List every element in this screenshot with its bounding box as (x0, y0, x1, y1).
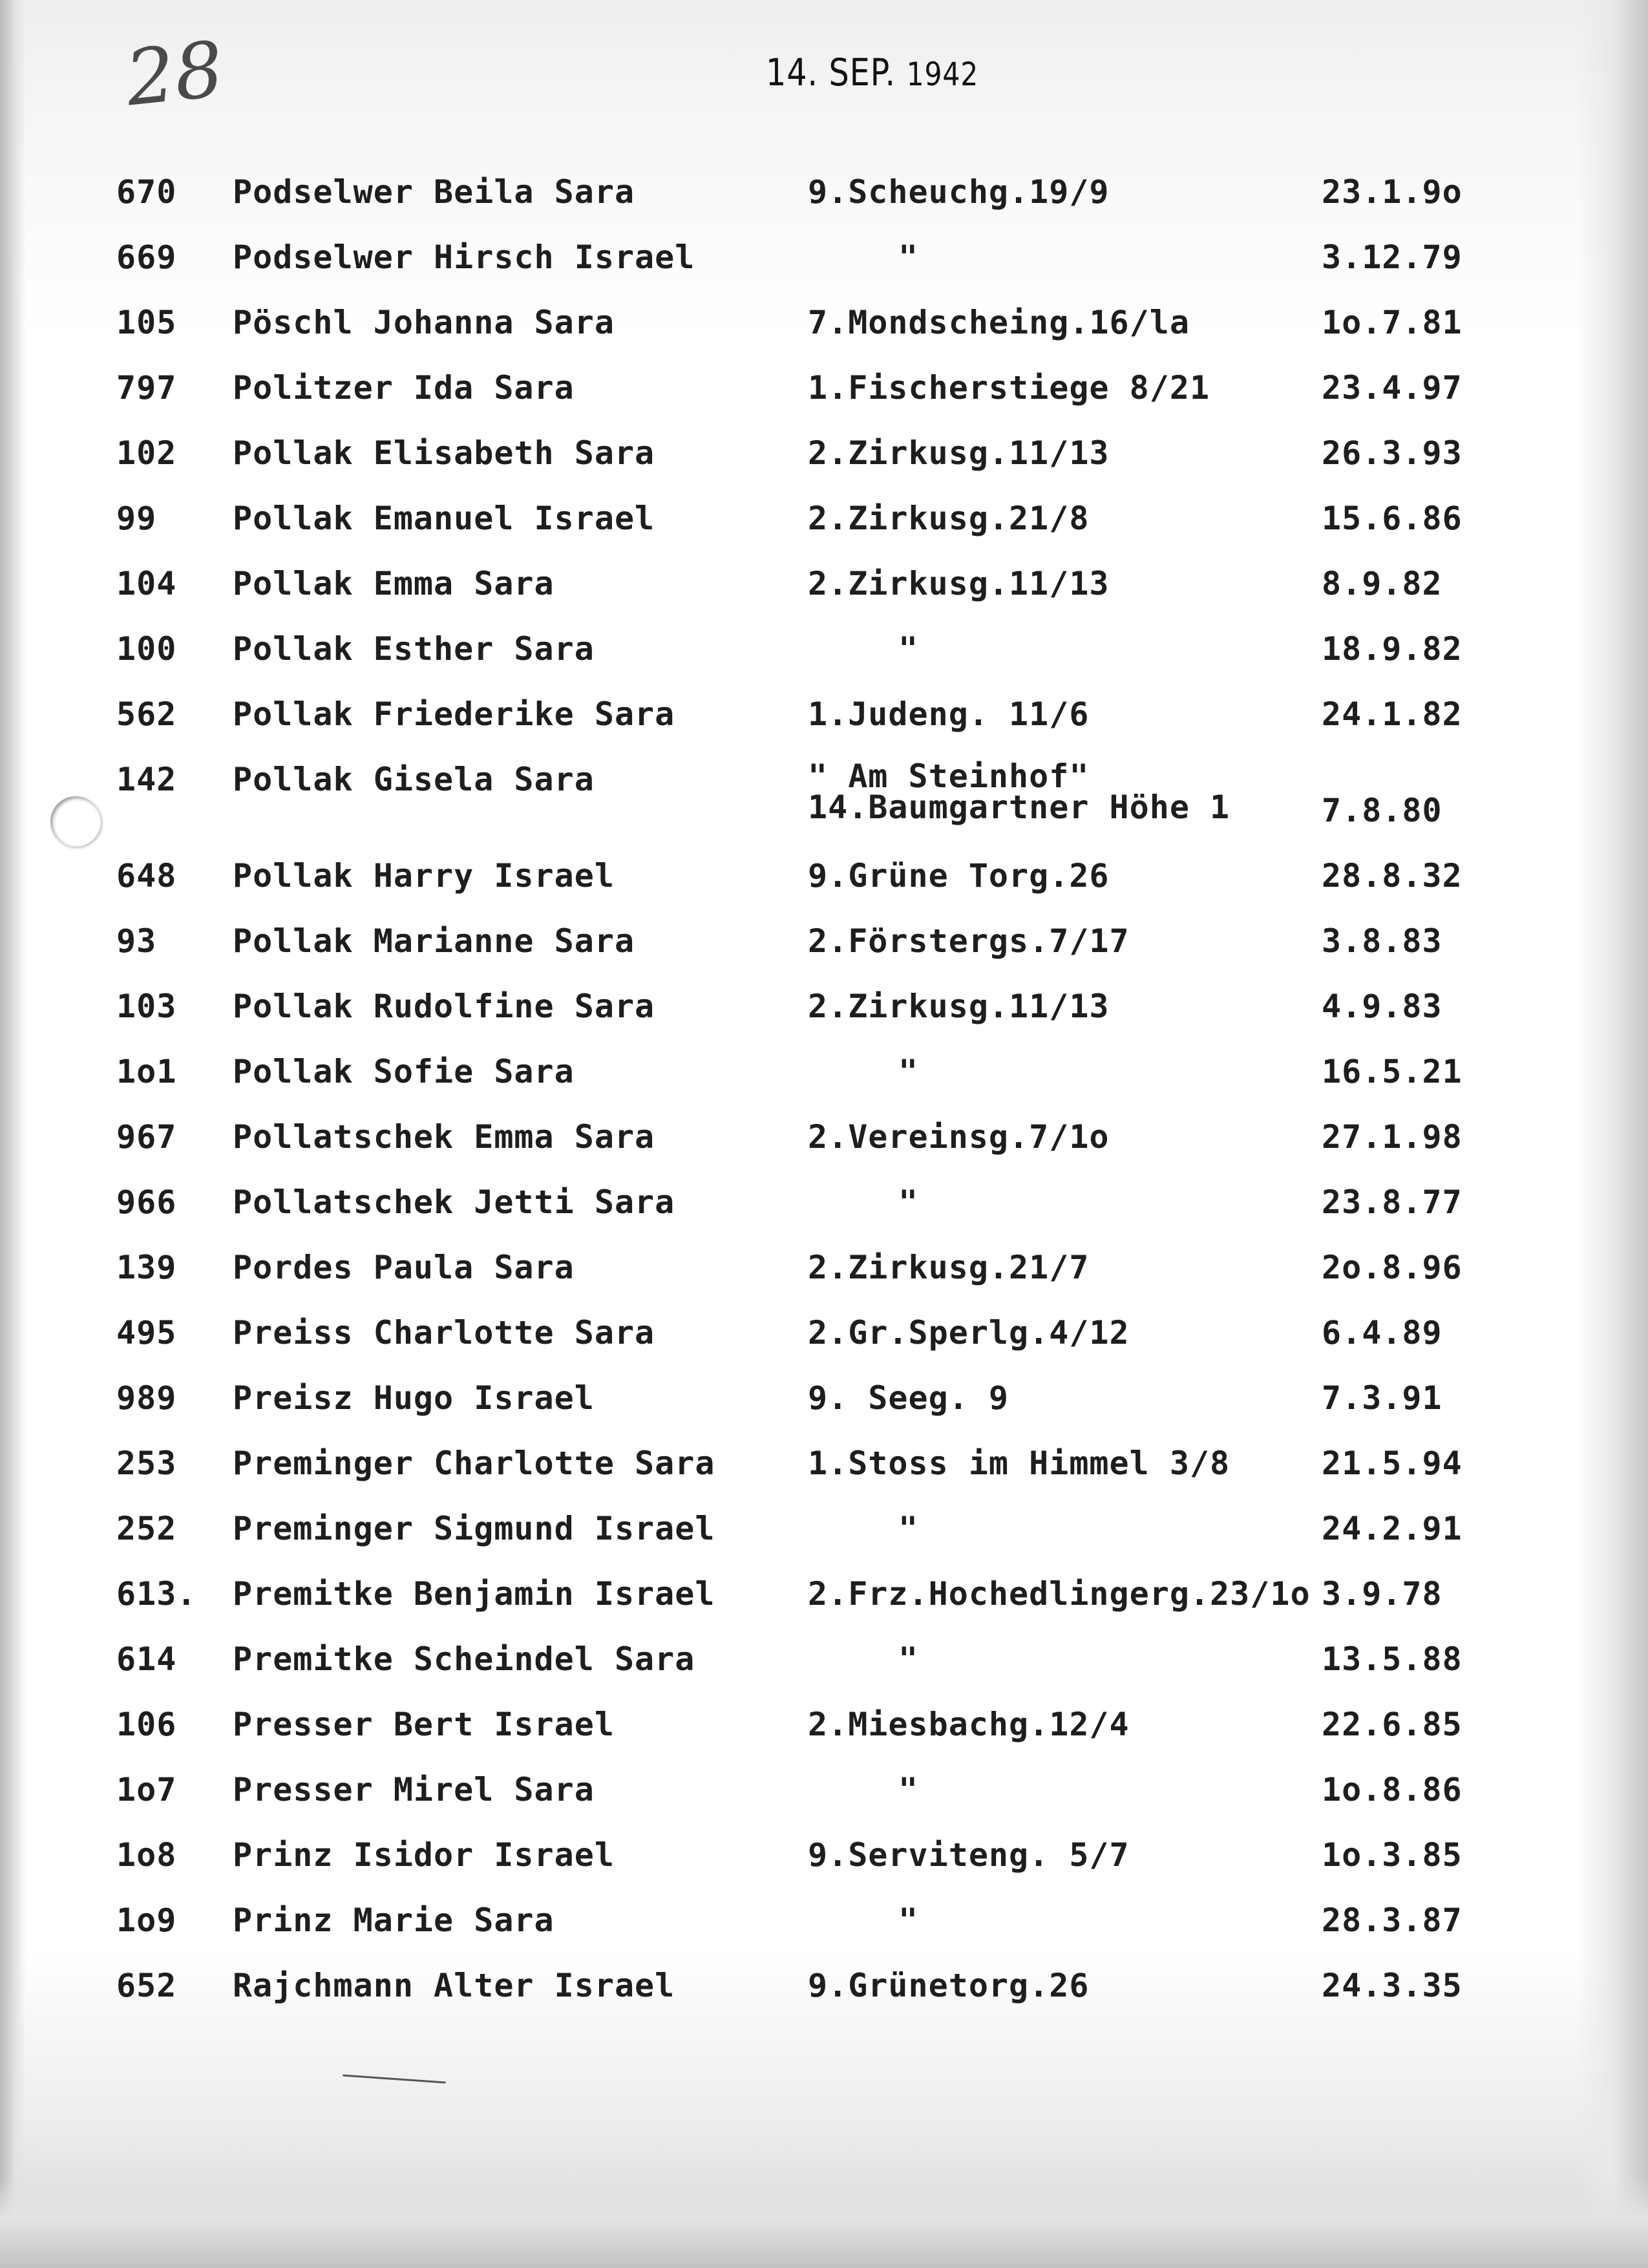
address (808, 758, 1231, 826)
transport-number: 669 (116, 238, 177, 276)
address-line: " (898, 1183, 919, 1221)
address-line: 9.Grüne Torg.26 (808, 857, 1110, 895)
list-row (0, 1640, 1648, 1684)
birth-date: 16.5.21 (1322, 1053, 1463, 1090)
transport-number: 989 (116, 1379, 177, 1417)
date-stamp-year: 1942 (906, 56, 979, 93)
address (808, 500, 1089, 537)
list-row (0, 1249, 1648, 1293)
person-name: Premitke Benjamin Israel (233, 1575, 715, 1613)
birth-date: 24.2.91 (1322, 1510, 1463, 1547)
address (808, 1967, 1089, 2004)
address-line: 1.Stoss im Himmel 3/8 (808, 1445, 1231, 1482)
address-line-2: 14.Baumgartner Höhe 1 (808, 789, 1231, 826)
transport-number: 967 (116, 1118, 177, 1156)
transport-number: 252 (116, 1510, 177, 1547)
birth-date: 18.9.82 (1322, 630, 1463, 668)
address (808, 304, 1190, 341)
list-row (0, 1836, 1648, 1880)
person-name: Pollak Marianne Sara (233, 922, 635, 960)
address (808, 1053, 918, 1090)
person-name: Politzer Ida Sara (233, 369, 575, 407)
transport-number: 142 (116, 761, 177, 798)
person-name: Premitke Scheindel Sara (233, 1640, 695, 1678)
address (808, 434, 1110, 472)
address-line: 2.Vereinsg.7/1o (808, 1118, 1110, 1156)
list-row (0, 1902, 1648, 1945)
list-row (0, 1510, 1648, 1554)
person-name: Pollak Emanuel Israel (233, 500, 655, 537)
birth-date: 24.3.35 (1322, 1967, 1463, 2004)
birth-date: 15.6.86 (1322, 500, 1463, 537)
transport-number: 1o1 (116, 1053, 177, 1090)
address-line: 2.Zirkusg.11/13 (808, 988, 1110, 1025)
transport-number: 495 (116, 1314, 177, 1351)
address (808, 630, 918, 668)
list-row (0, 1379, 1648, 1423)
address-line: 9.Grünetorg.26 (808, 1967, 1090, 2004)
address-line: " (898, 1053, 919, 1090)
transport-number: 102 (116, 434, 177, 472)
address-line: 2.Gr.Sperlg.4/12 (808, 1314, 1130, 1351)
person-name: Pollak Elisabeth Sara (233, 434, 655, 472)
birth-date: 28.3.87 (1322, 1902, 1463, 1939)
address-line: 1.Fischerstiege 8/21 (808, 369, 1210, 407)
list-row (0, 304, 1648, 348)
address (808, 1183, 918, 1221)
transport-number: 93 (116, 922, 157, 960)
person-name: Prinz Marie Sara (233, 1902, 555, 1939)
address (808, 1836, 1130, 1874)
address-line: 9. Seeg. 9 (808, 1379, 1009, 1417)
address-line: 2.Zirkusg.21/7 (808, 1249, 1090, 1286)
address-line: " (898, 1510, 919, 1547)
address-line: 7.Mondscheing.16/la (808, 304, 1190, 341)
birth-date: 7.8.80 (1322, 792, 1442, 829)
birth-date: 4.9.83 (1322, 988, 1442, 1025)
address (808, 1249, 1089, 1286)
date-stamp-day-month: 14. SEP. (766, 50, 896, 94)
person-name: Preminger Sigmund Israel (233, 1510, 715, 1547)
address (808, 1575, 1311, 1613)
list-row (0, 500, 1648, 544)
address (808, 1118, 1110, 1156)
birth-date: 23.1.9o (1322, 173, 1463, 211)
person-name: Podselwer Hirsch Israel (233, 238, 695, 276)
address-line: " (898, 238, 919, 276)
list-row (0, 369, 1648, 413)
person-name: Preiss Charlotte Sara (233, 1314, 655, 1351)
address-line: " (898, 1902, 919, 1939)
list-row (0, 1967, 1648, 2011)
list-row (0, 173, 1648, 217)
address (808, 1510, 918, 1547)
person-name: Pollak Esther Sara (233, 630, 595, 668)
transport-number: 613. (116, 1575, 197, 1613)
transport-number: 648 (116, 857, 177, 895)
list-row (0, 630, 1648, 674)
list-row (0, 758, 1648, 829)
address (808, 922, 1130, 960)
person-name: Preminger Charlotte Sara (233, 1445, 715, 1482)
person-name: Pollak Emma Sara (233, 565, 555, 602)
birth-date: 1o.8.86 (1322, 1771, 1463, 1808)
transport-number: 139 (116, 1249, 177, 1286)
list-row (0, 857, 1648, 901)
person-name: Rajchmann Alter Israel (233, 1967, 675, 2004)
list-row (0, 1118, 1648, 1162)
handwritten-folio-number: 28 (121, 24, 227, 123)
address-line: 9.Serviteng. 5/7 (808, 1836, 1130, 1874)
address (808, 695, 1089, 733)
transport-number: 99 (116, 500, 157, 537)
address (808, 369, 1210, 407)
transport-number: 562 (116, 695, 177, 733)
transport-number: 103 (116, 988, 177, 1025)
person-name: Podselwer Beila Sara (233, 173, 635, 211)
person-name: Pollak Harry Israel (233, 857, 615, 895)
person-name: Pordes Paula Sara (233, 1249, 575, 1286)
address (808, 1706, 1130, 1743)
list-row (0, 695, 1648, 739)
transport-number: 1o9 (116, 1902, 177, 1939)
transport-number: 966 (116, 1183, 177, 1221)
transport-number: 100 (116, 630, 177, 668)
birth-date: 1o.3.85 (1322, 1836, 1463, 1874)
birth-date: 7.3.91 (1322, 1379, 1442, 1417)
list-row (0, 1445, 1648, 1489)
birth-date: 6.4.89 (1322, 1314, 1442, 1351)
person-name: Pöschl Johanna Sara (233, 304, 615, 341)
birth-date: 2o.8.96 (1322, 1249, 1463, 1286)
address (808, 1379, 1009, 1417)
birth-date: 3.8.83 (1322, 922, 1442, 960)
person-name: Pollak Rudolfine Sara (233, 988, 655, 1025)
address (808, 1902, 918, 1939)
birth-date: 26.3.93 (1322, 434, 1463, 472)
list-row (0, 238, 1648, 282)
list-row (0, 1771, 1648, 1815)
address-line: " (898, 630, 919, 668)
address-line: 1.Judeng. 11/6 (808, 695, 1090, 733)
address (808, 1314, 1130, 1351)
address (808, 857, 1110, 895)
transport-number: 253 (116, 1445, 177, 1482)
address-line: 2.Zirkusg.11/13 (808, 434, 1110, 472)
birth-date: 23.8.77 (1322, 1183, 1463, 1221)
address-line: " (898, 1640, 919, 1678)
address (808, 173, 1110, 211)
person-name: Pollak Friederike Sara (233, 695, 675, 733)
list-row (0, 1314, 1648, 1358)
transport-number: 797 (116, 369, 177, 407)
list-row (0, 565, 1648, 609)
birth-date: 28.8.32 (1322, 857, 1463, 895)
birth-date: 27.1.98 (1322, 1118, 1463, 1156)
transport-number: 106 (116, 1706, 177, 1743)
birth-date: 1o.7.81 (1322, 304, 1463, 341)
person-name: Pollak Gisela Sara (233, 761, 595, 798)
birth-date: 21.5.94 (1322, 1445, 1463, 1482)
address-line: " (898, 1771, 919, 1808)
person-name: Prinz Isidor Israel (233, 1836, 615, 1874)
list-row (0, 988, 1648, 1032)
birth-date: 3.9.78 (1322, 1575, 1442, 1613)
address-line: 2.Zirkusg.21/8 (808, 500, 1090, 537)
transport-number: 1o8 (116, 1836, 177, 1874)
birth-date: 13.5.88 (1322, 1640, 1463, 1678)
birth-date: 8.9.82 (1322, 565, 1442, 602)
list-row (0, 922, 1648, 966)
list-row (0, 434, 1648, 478)
person-name: Presser Bert Israel (233, 1706, 615, 1743)
person-name: Presser Mirel Sara (233, 1771, 595, 1808)
address-line: " Am Steinhof" (808, 758, 1090, 795)
transport-number: 652 (116, 1967, 177, 2004)
person-name: Pollatschek Emma Sara (233, 1118, 655, 1156)
list-row (0, 1575, 1648, 1619)
person-name: Pollatschek Jetti Sara (233, 1183, 675, 1221)
address (808, 1640, 918, 1678)
address-line: 2.Zirkusg.11/13 (808, 565, 1110, 602)
transport-number: 105 (116, 304, 177, 341)
address (808, 1771, 918, 1808)
address-line: 9.Scheuchg.19/9 (808, 173, 1110, 211)
birth-date: 23.4.97 (1322, 369, 1463, 407)
list-row (0, 1053, 1648, 1097)
address-line: 2.Förstergs.7/17 (808, 922, 1130, 960)
transport-number: 104 (116, 565, 177, 602)
birth-date: 22.6.85 (1322, 1706, 1463, 1743)
address (808, 565, 1110, 602)
list-row (0, 1183, 1648, 1227)
address (808, 1445, 1230, 1482)
address-line: 2.Miesbachg.12/4 (808, 1706, 1130, 1743)
transport-number: 1o7 (116, 1771, 177, 1808)
list-row (0, 1706, 1648, 1750)
address-line: 2.Frz.Hochedlingerg.23/1o (808, 1575, 1311, 1613)
transport-number: 670 (116, 173, 177, 211)
address (808, 238, 918, 276)
person-name: Pollak Sofie Sara (233, 1053, 575, 1090)
birth-date: 24.1.82 (1322, 695, 1463, 733)
person-name: Preisz Hugo Israel (233, 1379, 595, 1417)
transport-number: 614 (116, 1640, 177, 1678)
birth-date: 3.12.79 (1322, 238, 1463, 276)
address (808, 988, 1110, 1025)
